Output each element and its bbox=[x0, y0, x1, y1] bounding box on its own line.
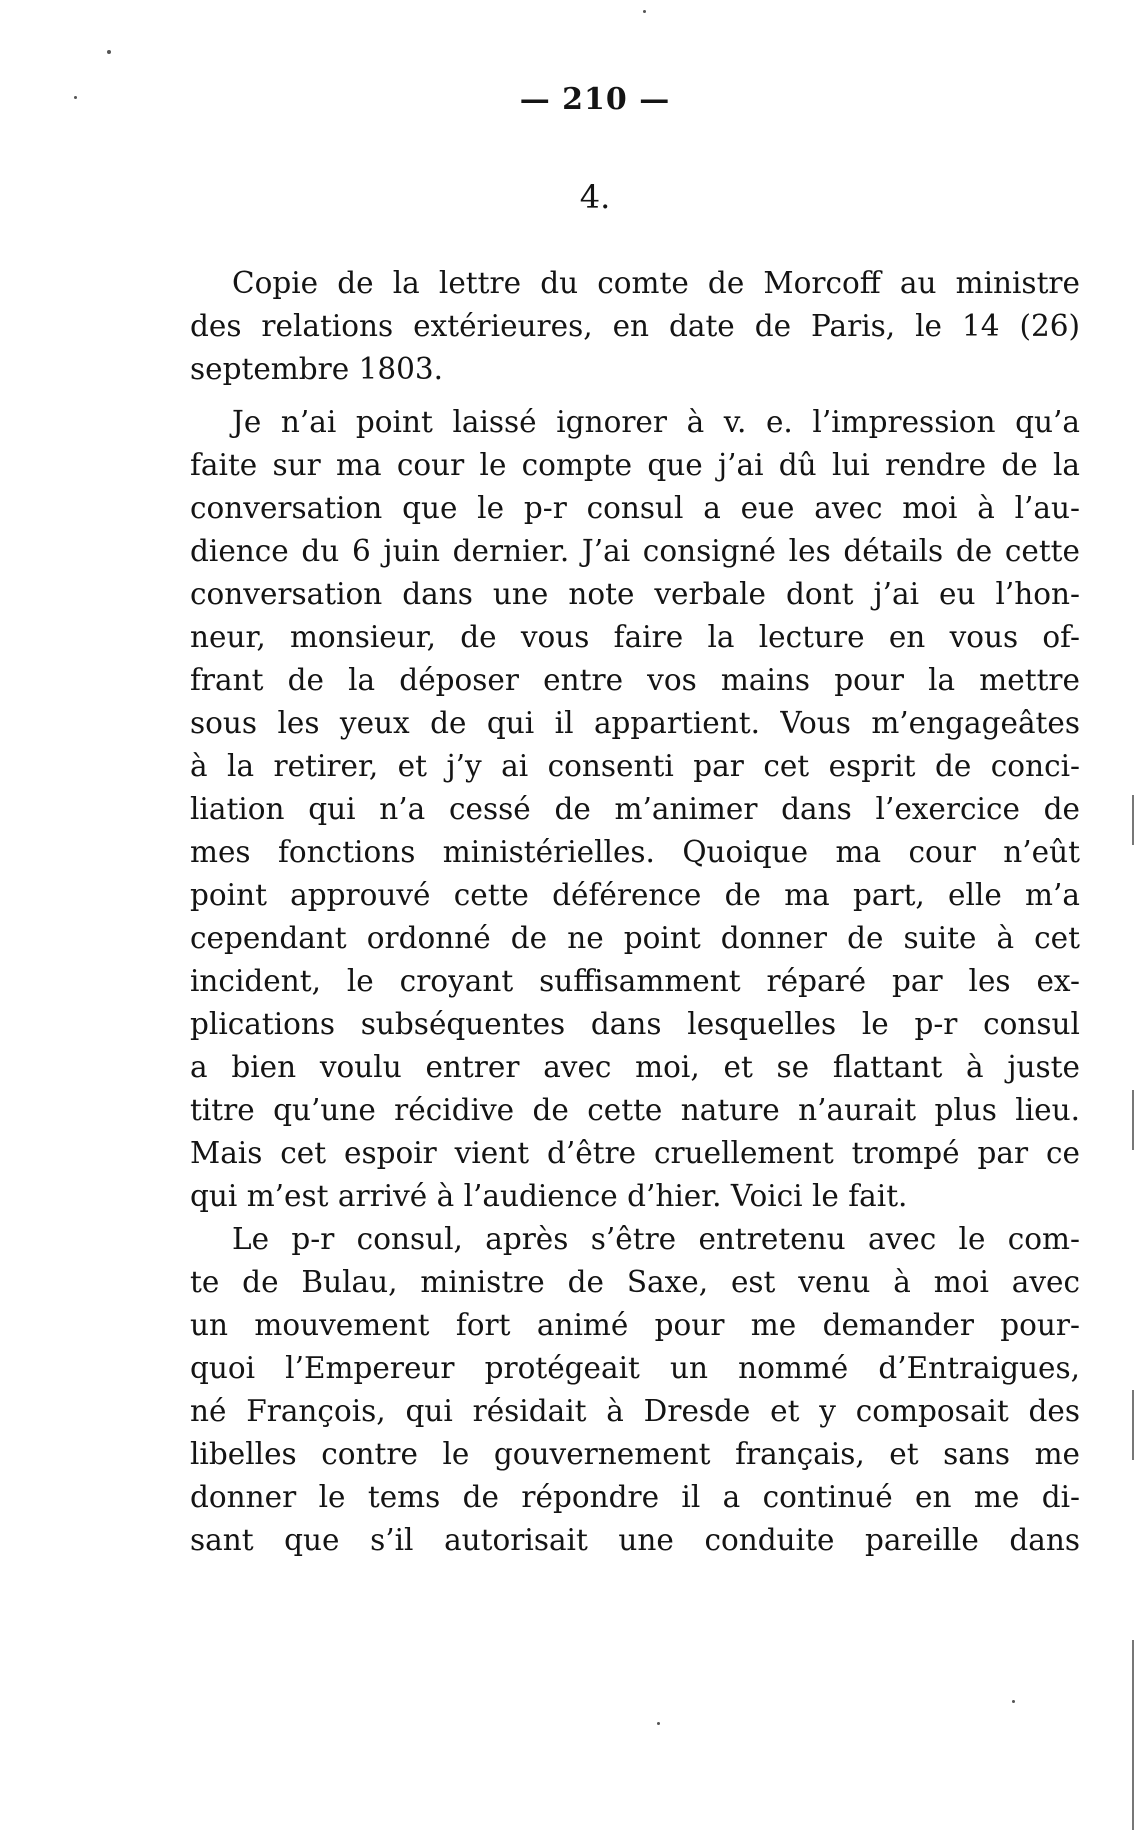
letter-text bbox=[190, 262, 1080, 1562]
scan-edge-mark bbox=[1132, 795, 1134, 845]
text-line: un mouvement fort animé pour me demander pour- bbox=[190, 1308, 1080, 1342]
heading bbox=[190, 262, 1080, 391]
text-line: point approuvé cette déférence de ma part, elle m’a bbox=[190, 878, 1080, 912]
scan-speck bbox=[107, 50, 111, 54]
text-line: neur, monsieur, de vous faire la lecture en vous of- bbox=[190, 620, 1080, 654]
heading-line: Copie de la lettre du comte de Morcoff au ministre bbox=[232, 266, 1080, 300]
heading-line: septembre 1803. bbox=[190, 352, 444, 386]
text-line: faite sur ma cour le compte que j’ai dû lui rendre de la bbox=[190, 448, 1080, 482]
text-line: né François, qui résidait à Dresde et y composait des bbox=[190, 1394, 1080, 1428]
paragraph-2 bbox=[190, 1218, 1080, 1562]
text-line: sant que s’il autorisait une conduite pareille dans bbox=[190, 1523, 1080, 1557]
heading-line: des relations extérieures, en date de Paris, le 14 (26) bbox=[190, 309, 1080, 343]
paragraph-1 bbox=[190, 401, 1080, 1218]
text-line: donner le tems de répondre il a continué en me di- bbox=[190, 1480, 1080, 1514]
text-line: frant de la déposer entre vos mains pour la mettre bbox=[190, 663, 1080, 697]
scan-speck bbox=[657, 1722, 660, 1725]
text-line: à la retirer, et j’y ai consenti par cet esprit de conci- bbox=[190, 749, 1080, 783]
scan-speck bbox=[643, 10, 646, 13]
text-line: Mais cet espoir vient d’être cruellement trompé par ce bbox=[190, 1136, 1080, 1170]
text-line: sous les yeux de qui il appartient. Vous m’engageâtes bbox=[190, 706, 1080, 740]
text-line: libelles contre le gouvernement français, et sans me bbox=[190, 1437, 1080, 1471]
document-number: 4. bbox=[579, 178, 611, 216]
page-number: — 210 — bbox=[519, 82, 671, 117]
scan-speck bbox=[1012, 1700, 1015, 1703]
text-line: Je n’ai point laissé ignorer à v. e. l’impression qu’a bbox=[232, 405, 1080, 439]
text-line: titre qu’une récidive de cette nature n’aurait plus lieu. bbox=[190, 1093, 1080, 1127]
text-line: plications subséquentes dans lesquelles le p-r consul bbox=[190, 1007, 1080, 1041]
text-line: quoi l’Empereur protégeait un nommé d’Entraigues, bbox=[190, 1351, 1080, 1385]
text-line: cependant ordonné de ne point donner de suite à cet bbox=[190, 921, 1080, 955]
text-line: a bien voulu entrer avec moi, et se flattant à juste bbox=[190, 1050, 1080, 1084]
scan-edge-mark bbox=[1132, 1090, 1134, 1150]
text-line: liation qui n’a cessé de m’animer dans l’exercice de bbox=[190, 792, 1080, 826]
text-line: incident, le croyant suffisamment réparé par les ex- bbox=[190, 964, 1080, 998]
text-line: conversation dans une note verbale dont j’ai eu l’hon- bbox=[190, 577, 1080, 611]
scan-edge-mark bbox=[1132, 1640, 1134, 1830]
text-line: conversation que le p-r consul a eue avec moi à l’au- bbox=[190, 491, 1080, 525]
text-line: te de Bulau, ministre de Saxe, est venu à moi avec bbox=[190, 1265, 1080, 1299]
text-line: Le p-r consul, après s’être entretenu avec le com- bbox=[232, 1222, 1080, 1256]
scan-edge-mark bbox=[1132, 1390, 1134, 1460]
text-line: dience du 6 juin dernier. J’ai consigné les détails de cette bbox=[190, 534, 1080, 568]
text-line: qui m’est arrivé à l’audience d’hier. Voici le fait. bbox=[190, 1179, 908, 1213]
text-line: mes fonctions ministérielles. Quoique ma cour n’eût bbox=[190, 835, 1080, 869]
